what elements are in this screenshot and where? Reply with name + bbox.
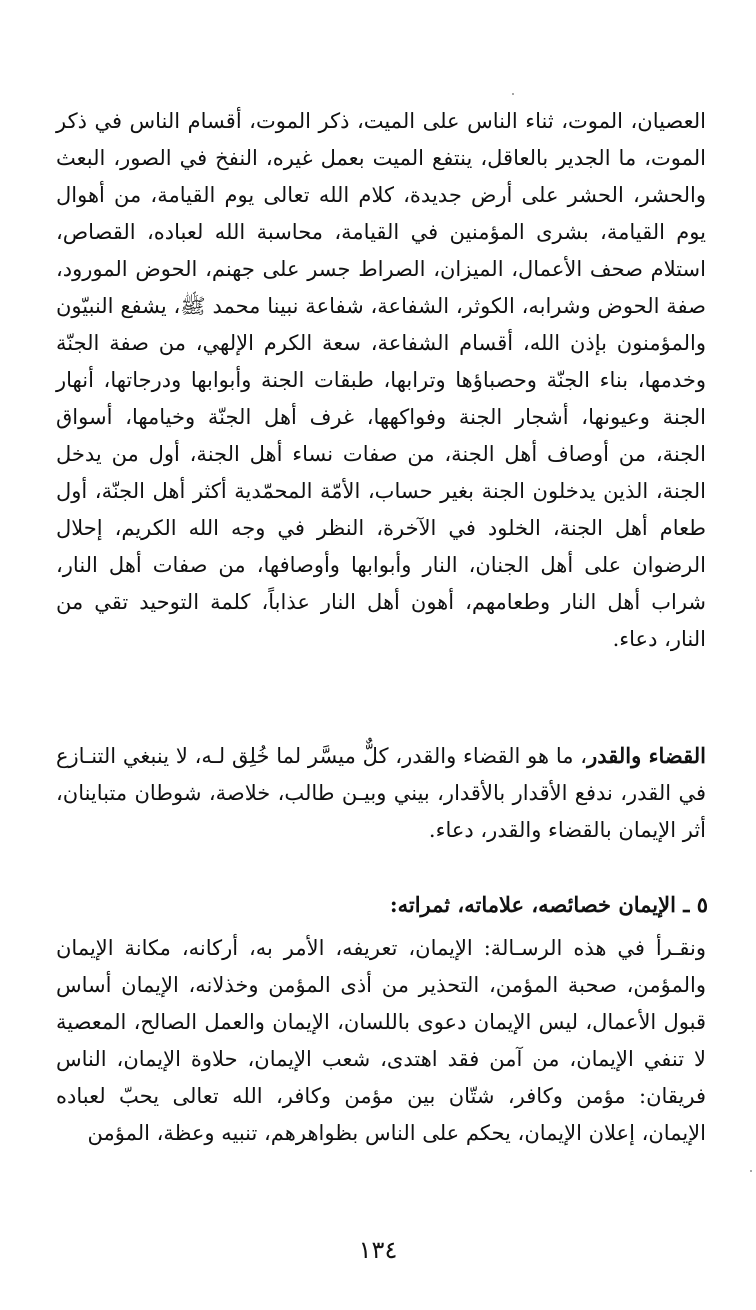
- paragraph-text: ، ما هو القضاء والقدر، كلٌّ ميسَّر لما خُلِق لـه، لا ينبغي التنـازع في القدر، ندفع الأقدار بالأقدار، بيني وبيـن طالب، خلاصة، شوطان متباينان، أثر الإيمان بالقضاء والقدر، دعاء.: [56, 744, 706, 842]
- paragraph-text: ونقـرأ في هذه الرسـالة: الإيمان، تعريفه، الأمر به، أركانه، مكانة الإيمان والمؤمن، صحبة المؤمن، التحذير من أذى المؤمن وخذلانه، الإيمان أساس قبول الأعمال، ليس الإيمان دعوى باللسان، الإيمان والعمل الصالح، المعصية لا تنفي الإيمان، من آمن فقد اهتدى، شعب الإيمان، حلاوة الإيمان، الناس فريقان: مؤمن وكافر، شتّان بين مؤمن وكافر، الله تعالى يحبّ لعباده الإيمان، إعلان الإيمان، يحكم على الناس بظواهرهم، تنبيه وعظة، المؤمن: [56, 936, 706, 1145]
- scan-speck: [512, 93, 514, 95]
- paragraph-lead-term: القضاء والقدر: [587, 743, 706, 768]
- paragraph-topics-qadar: [56, 737, 706, 849]
- paragraph-topics-afterlife: [56, 103, 706, 658]
- scan-speck: [750, 1170, 752, 1172]
- section-heading: ٥ ـ الإيمان خصائصه، علاماته، ثمراته:: [389, 892, 708, 917]
- paragraph-topics-iman: [56, 930, 706, 1152]
- page-number: ١٣٤: [358, 1236, 398, 1264]
- paragraph-text: العصيان، الموت، ثناء الناس على الميت، ذكر الموت، أقسام الناس في ذكر الموت، ما الجدير بالعاقل، ينتفع الميت بعمل غيره، النفخ في الصور، البعث والحشر، الحشر على أرض جديدة، كلام الله تعالى يوم القيامة، من أهوال يوم القيامة، بشرى المؤمنين في القيامة، محاسبة الله لعباده، القصاص، استلام صحف الأعمال، الميزان، الصراط جسر على جهنم، الحوض المورود، صفة الحوض وشرابه، الكوثر، الشفاعة، شفاعة نبينا محمد ﷺ، يشفع النبيّون والمؤمنون بإذن الله، أقسام الشفاعة، سعة الكرم الإلهي، من صفة الجنّة وخدمها، بناء الجنّة وحصباؤها وترابها، طبقات الجنة وأبوابها ودرجاتها، أنهار الجنة وعيونها، أشجار الجنة وفواكهها، غرف أهل الجنّة وخيامها، أسواق الجنة، من أوصاف أهل الجنة، من صفات نساء أهل الجنة، أول من يدخل الجنة، الذين يدخلون الجنة بغير حساب، الأمّة المحمّدية أكثر أهل الجنّة، أول طعام أهل الجنة، الخلود في الآخرة، النظر في وجه الله الكريم، إحلال الرضوان على أهل الجنان، النار وأبوابها وأوصافها، من صفات أهل النار، شراب أهل النار وطعامهم، أهون أهل النار عذاباً، كلمة التوحيد تقي من النار، دعاء.: [56, 109, 706, 651]
